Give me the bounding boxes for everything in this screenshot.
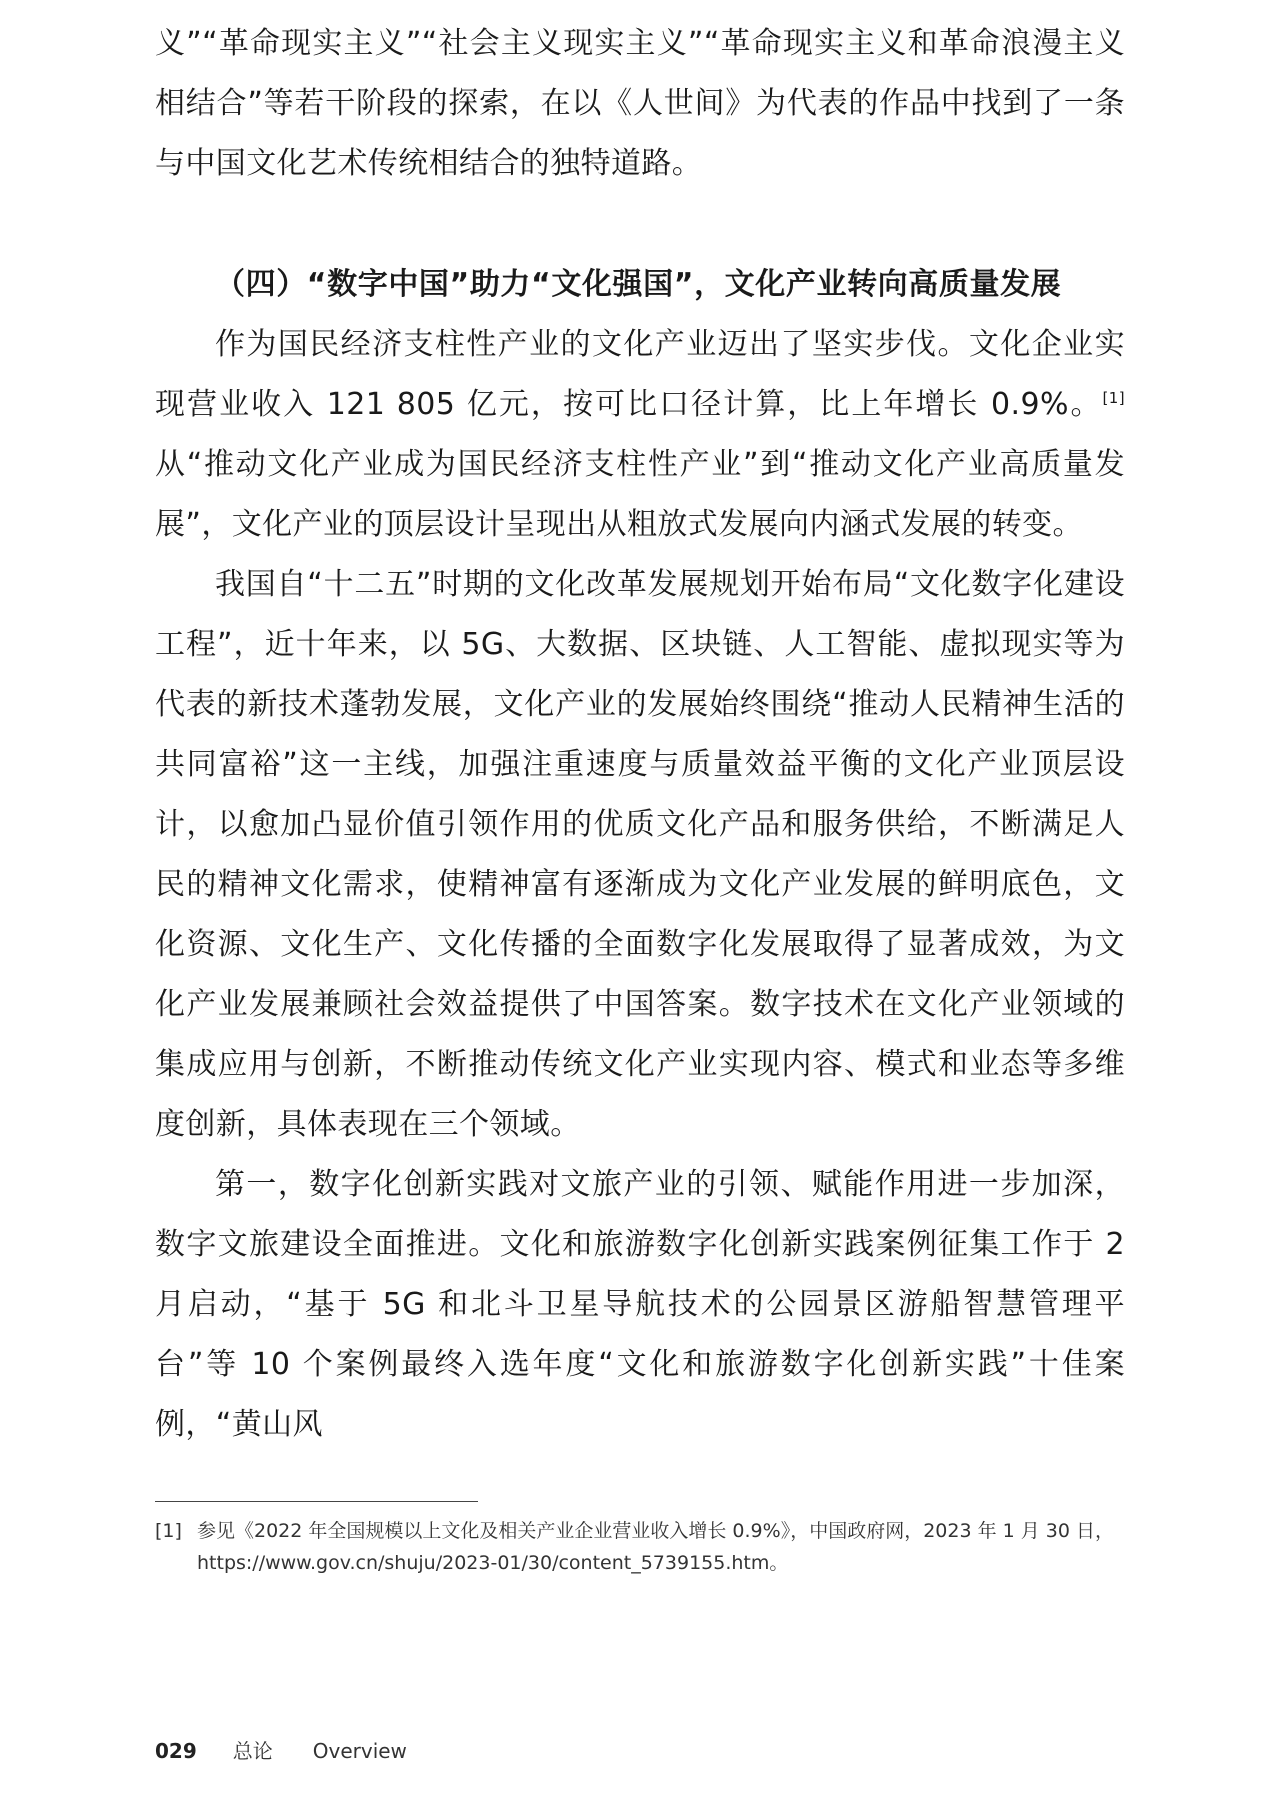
footnote-text: 参见《2022 年全国规模以上文化及相关产业企业营业收入增长 0.9%》，中国政府网，2023 年 1 月 30 日，https://www.gov.cn/shuju/2023-01/30/content_5739155.htm。 [197,1520,1115,1574]
paragraph-1 [155,315,1125,555]
footnote-divider [155,1501,478,1502]
paragraph-1-continuation: 从“推动文化产业成为国民经济支柱性产业”到“推动文化产业高质量发展”，文化产业的顶层设计呈现出从粗放式发展向内涵式发展的转变。 [155,447,1125,542]
paragraph-3: 第一，数字化创新实践对文旅产业的引领、赋能作用进一步加深，数字文旅建设全面推进。文化和旅游数字化创新实践案例征集工作于 2 月启动，“基于 5G 和北斗卫星导航技术的公园景区游船智慧管理平台”等 10 个案例最终入选年度“文化和旅游数字化创新实践”十佳案例，“黄山风 [155,1167,1125,1442]
page-number: 029 [155,1739,197,1763]
footer-section-zh: 总论 [232,1739,273,1763]
lead-paragraph: 义”“革命现实主义”“社会主义现实主义”“革命现实主义和革命浪漫主义相结合”等若干阶段的探索，在以《人世间》为代表的作品中找到了一条与中国文化艺术传统相结合的独特道路。 [155,26,1125,181]
paragraph-1-text: 作为国民经济支柱性产业的文化产业迈出了坚实步伐。文化企业实现营业收入 121 805 亿元，按可比口径计算，比上年增长 0.9%。 [155,327,1125,422]
footer-section-en: Overview [312,1739,407,1763]
footnote-reference[interactable]: [1] [1102,389,1125,407]
footnote [155,1515,1125,1579]
section-block [155,255,1125,1455]
paragraph-2: 我国自“十二五”时期的文化改革发展规划开始布局“文化数字化建设工程”，近十年来，以 5G、大数据、区块链、人工智能、虚拟现实等为代表的新技术蓬勃发展，文化产业的发展始终围绕“推动人民精神生活的共同富裕”这一主线，加强注重速度与质量效益平衡的文化产业顶层设计，以愈加凸显价值引领作用的优质文化产品和服务供给，不断满足人民的精神文化需求，使精神富有逐渐成为文化产业发展的鲜明底色，文化资源、文化生产、文化传播的全面数字化发展取得了显著成效，为文化产业发展兼顾社会效益提供了中国答案。数字技术在文化产业领域的集成应用与创新，不断推动传统文化产业实现内容、模式和业态等多维度创新，具体表现在三个领域。 [155,567,1125,1142]
section-heading: （四）“数字中国”助力“文化强国”，文化产业转向高质量发展 [215,267,1062,302]
page-footer [155,1735,407,1764]
lead-paragraph-block [155,14,1125,194]
footnote-mark: [1] [155,1520,182,1542]
